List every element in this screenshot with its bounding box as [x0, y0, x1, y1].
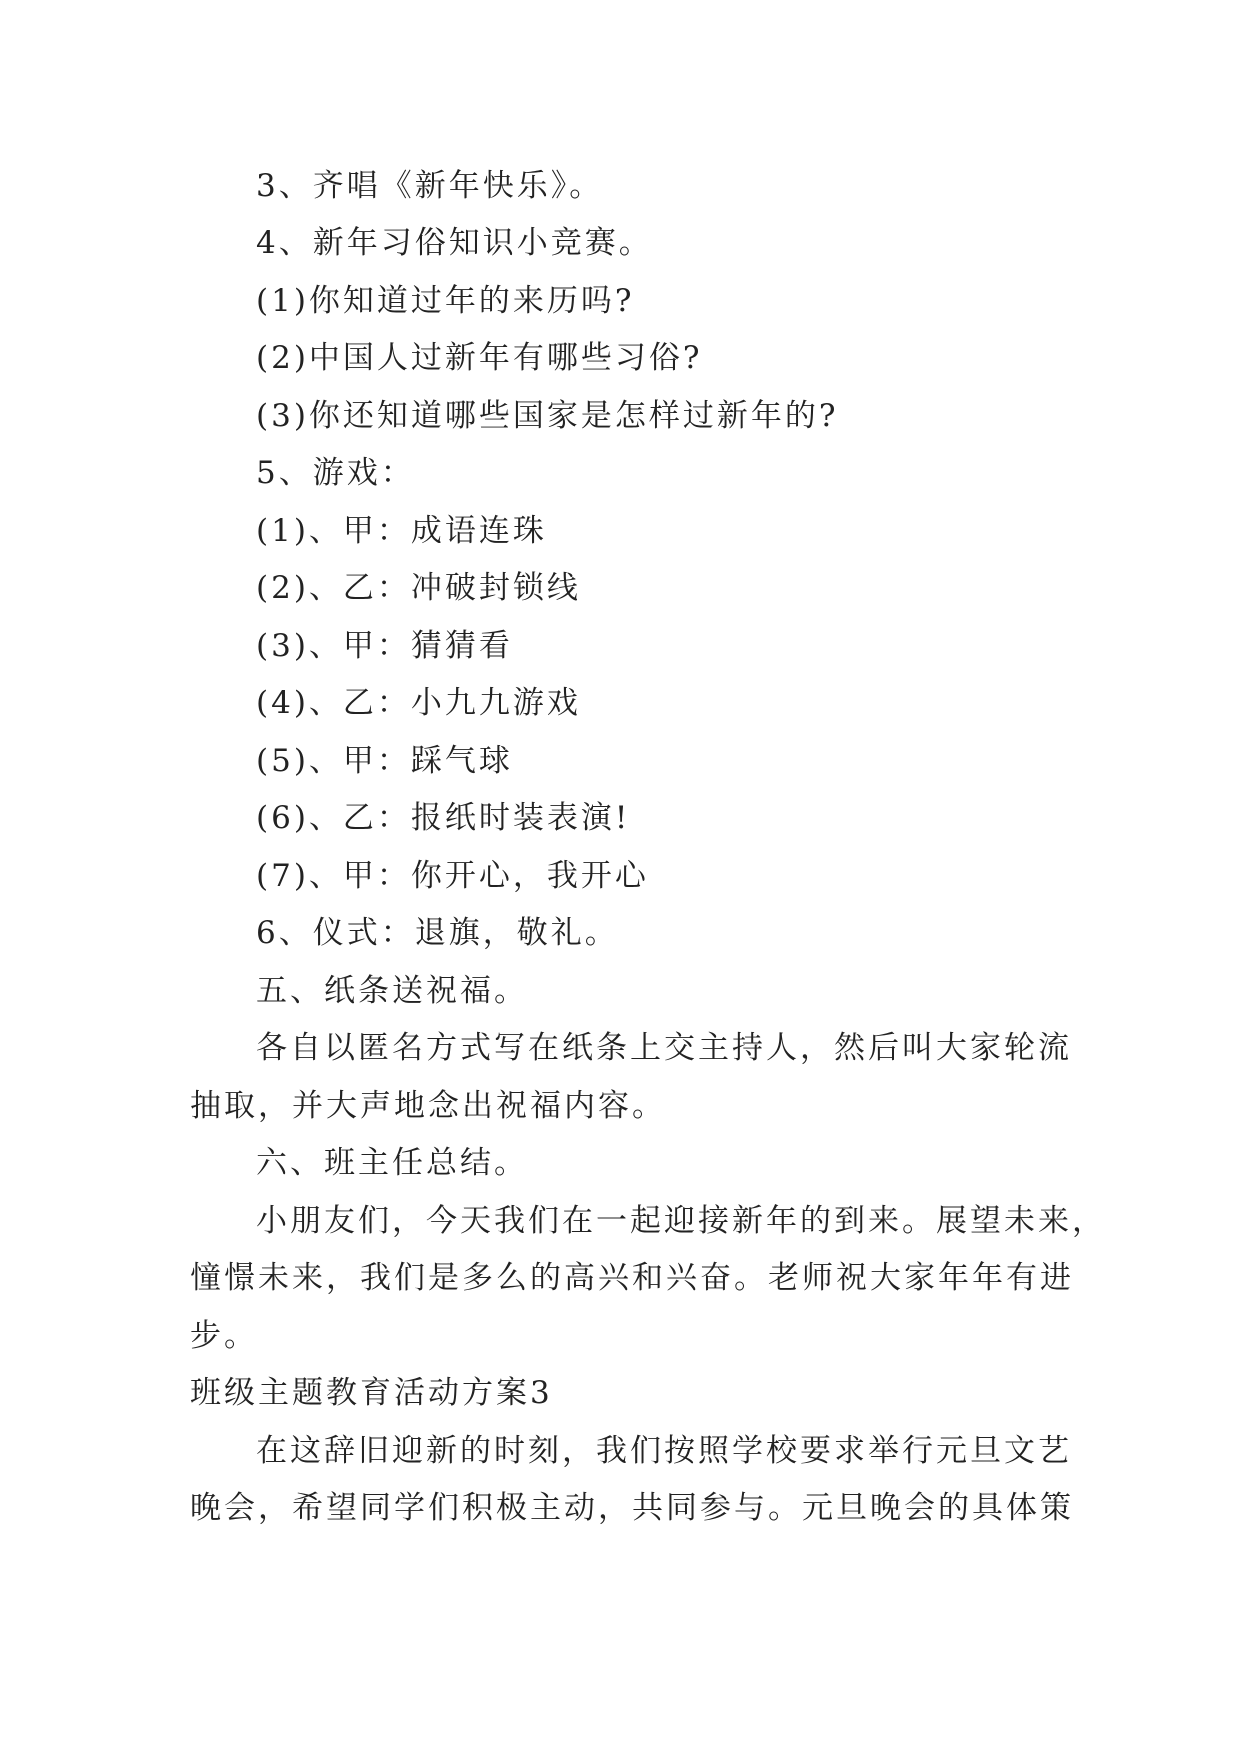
game-item-7: (7)、甲：你开心，我开心	[256, 858, 649, 894]
section-five-heading: 五、纸条送祝福。	[256, 973, 528, 1009]
notes-paragraph-line-2: 抽取，并大声地念出祝福内容。	[190, 1088, 666, 1124]
notes-paragraph-line-1: 各自以匿名方式写在纸条上交主持人，然后叫大家轮流	[256, 1030, 1072, 1066]
game-item-1: (1)、甲：成语连珠	[256, 513, 547, 549]
quiz-question-1: (1)你知道过年的来历吗?	[256, 283, 635, 319]
list-item-sing: 3、齐唱《新年快乐》。	[256, 168, 604, 204]
list-item-quiz: 4、新年习俗知识小竞赛。	[256, 225, 653, 261]
game-item-3: (3)、甲：猜猜看	[256, 628, 513, 664]
section-six-heading: 六、班主任总结。	[256, 1145, 528, 1181]
summary-paragraph-line-2: 憧憬未来，我们是多么的高兴和兴奋。老师祝大家年年有进	[190, 1260, 1074, 1296]
list-item-games: 5、游戏：	[256, 455, 415, 491]
summary-paragraph-line-3: 步。	[190, 1318, 258, 1354]
game-item-4: (4)、乙：小九九游戏	[256, 685, 581, 721]
intro-paragraph-line-2: 晚会，希望同学们积极主动，共同参与。元旦晚会的具体策	[190, 1490, 1074, 1526]
plan-heading: 班级主题教育活动方案3	[190, 1375, 553, 1411]
game-item-5: (5)、甲：踩气球	[256, 743, 513, 779]
game-item-2: (2)、乙：冲破封锁线	[256, 570, 581, 606]
intro-paragraph-line-1: 在这辞旧迎新的时刻，我们按照学校要求举行元旦文艺	[256, 1433, 1072, 1469]
quiz-question-2: (2)中国人过新年有哪些习俗?	[256, 340, 703, 376]
summary-paragraph-line-1: 小朋友们，今天我们在一起迎接新年的到来。展望未来，	[256, 1203, 1106, 1239]
game-item-6: (6)、乙：报纸时装表演!	[256, 800, 631, 836]
quiz-question-3: (3)你还知道哪些国家是怎样过新年的?	[256, 398, 839, 434]
list-item-ceremony: 6、仪式：退旗，敬礼。	[256, 915, 619, 951]
